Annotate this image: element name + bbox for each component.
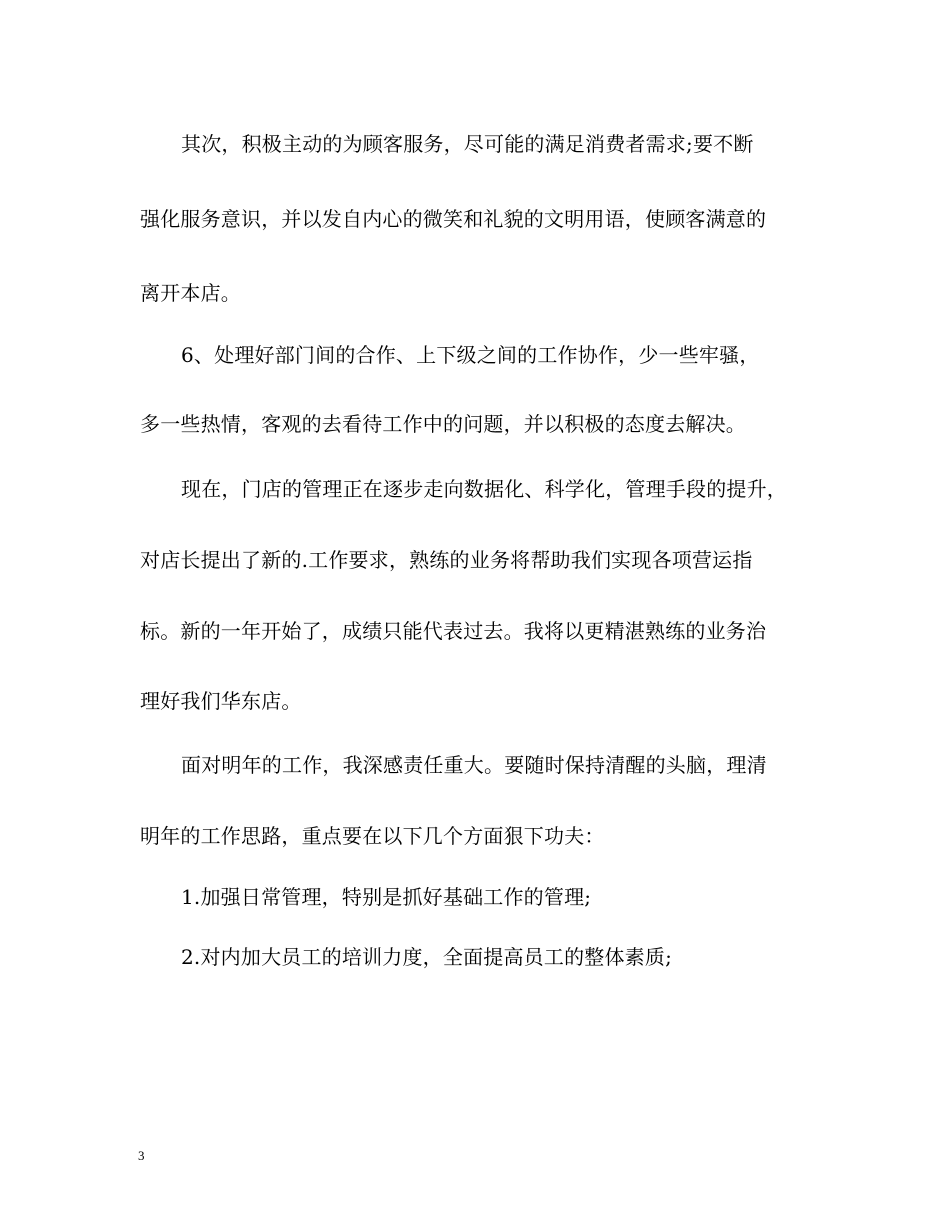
text-line: 对店长提出了新的.工作要求，熟练的业务将帮助我们实现各项营运指 — [140, 548, 753, 572]
text-line: 多一些热情，客观的去看待工作中的问题，并以积极的态度去解决。 — [140, 412, 746, 436]
page-number: 3 — [138, 1148, 145, 1163]
text-line: 其次，积极主动的为顾客服务，尽可能的满足消费者需求;要不断 — [181, 132, 754, 156]
text-line: 明年的工作思路，重点要在以下几个方面狠下功夫： — [140, 824, 605, 848]
text-line: 理好我们华东店。 — [140, 689, 302, 713]
text-line: 离开本店。 — [140, 281, 241, 305]
text-line: 标。新的一年开始了，成绩只能代表过去。我将以更精湛熟练的业务治 — [140, 619, 767, 643]
text-line: 1.加强日常管理，特别是抓好基础工作的管理; — [181, 885, 592, 909]
text-line: 6、处理好部门间的合作、上下级之间的工作协作，少一些牢骚， — [181, 343, 760, 367]
text-line: 2.对内加大员工的培训力度，全面提高员工的整体素质; — [181, 945, 673, 969]
text-line: 强化服务意识，并以发自内心的微笑和礼貌的文明用语，使顾客满意的 — [140, 207, 767, 231]
text-line: 现在，门店的管理正在逐步走向数据化、科学化，管理手段的提升， — [181, 477, 787, 501]
text-line: 面对明年的工作，我深感责任重大。要随时保持清醒的头脑，理清 — [181, 753, 767, 777]
